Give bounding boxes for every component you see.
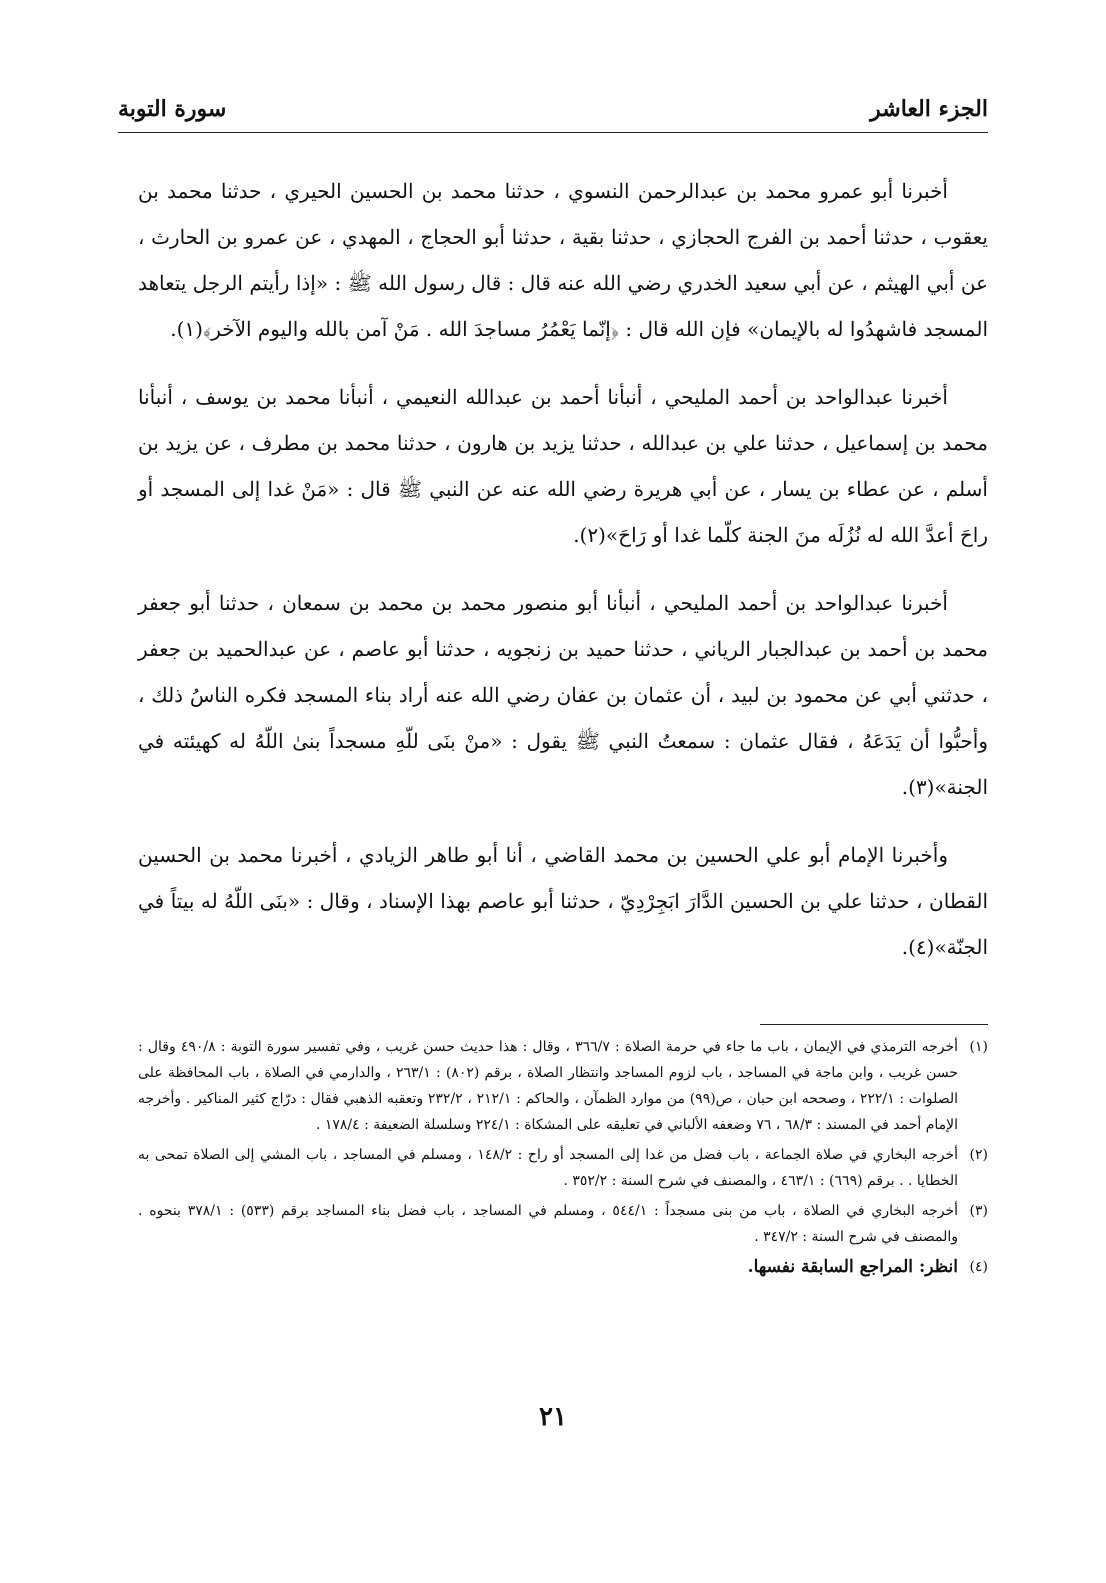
footnote-number: (١) — [969, 1039, 988, 1055]
footnote-text: أخرجه البخاري في صلاة الجماعة ، باب فضل من غدا إلى المسجد أو راح : ١٤٨/٢ ، ومسلم في المساجد ، باب المشي إلى الصلاة تمحى به الخطايا . . برقم (٦٦٩) : ٤٦٣/١ ، والمصنف في شرح السنة : ٣٥٢/٢ . — [138, 1147, 959, 1189]
footnote-number: (٢) — [969, 1147, 988, 1163]
paragraph-2: أخبرنا عبدالواحد بن أحمد المليحي ، أنبأنا أحمد بن عبدالله النعيمي ، أنبأنا محمد بن يوسف ، أنبأنا محمد بن إسماعيل ، حدثنا علي بن عبدالله ، حدثنا يزيد بن هارون ، حدثنا محمد بن مطرف ، عن يزيد بن أسلم ، عن عطاء بن يسار ، عن أبي هريرة رضي الله عنه عن النبي ﷺ قال : «مَنْ غدا إلى المسجد أو راحَ أعدَّ الله له نُزُلَه منَ الجنة كلّما غدا أو رَاحَ»(٢). — [138, 385, 988, 547]
paragraph-1: أخبرنا أبو عمرو محمد بن عبدالرحمن النسوي ، حدثنا محمد بن الحسين الحيري ، حدثنا محمد بن يعقوب ، حدثنا أحمد بن الفرج الحجازي ، حدثنا بقية ، حدثنا أبو الحجاج ، المهدي ، عن عمرو بن الحارث ، عن أبي الهيثم ، عن أبي سعيد الخدري رضي الله عنه قال : قال رسول الله ﷺ : «إذا رأيتم الرجل يتعاهد المسجد فاشهدُوا له بالإيمان» فإن الله قال : ﴿إنّما يَعْمُرُ مساجدَ الله . مَنْ آمن بالله واليوم الآخر﴾(١). — [138, 179, 988, 341]
footnote-number: (٤) — [969, 1259, 988, 1275]
running-header — [118, 92, 988, 133]
footnote-4 — [138, 1254, 988, 1281]
footnotes — [138, 1034, 988, 1285]
footnote-text: أخرجه الترمذي في الإيمان ، باب ما جاء في حرمة الصلاة : ٣٦٦/٧ ، وقال : هذا حديث حسن غريب ، وفي تفسير سورة التوبة : ٤٩٠/٨ وقال : حسن غريب ، وابن ماجة في المساجد ، باب لزوم المساجد وانتظار الصلاة ، برقم (٨٠٢) : ٢٦٣/١ ، والدارمي في الصلاة ، باب المحافظة على الصلوات : ٢٢٢/١ ، وصححه ابن حبان ، ص(٩٩) من موارد الظمآن ، والحاكم : ٢١٢/١ ، ٢٣٢/٢ وتعقبه الذهبي فقال : درّاج كثير المناكير . وأخرجه الإمام أحمد في المسند : ٦٨/٣ ، ٧٦ وضعفه الألباني في تعليقه على المشكاة : ٢٢٤/١ وسلسلة الضعيفة : ١٧٨/٤ . — [138, 1039, 958, 1133]
main-text — [138, 168, 988, 992]
surah-title: سورة التوبة — [118, 96, 227, 122]
footnote-text: انظر: المراجع السابقة نفسها. — [747, 1257, 958, 1277]
footnote-1 — [138, 1034, 988, 1138]
paragraph-3: أخبرنا عبدالواحد بن أحمد المليحي ، أنبأنا أبو منصور محمد بن محمد بن سمعان ، حدثنا أبو جعفر محمد بن أحمد بن عبدالجبار الرياني ، حدثنا حميد بن زنجويه ، حدثنا أبو عاصم ، عن عبدالحميد بن جعفر ، حدثني أبي عن محمود بن لبيد ، أن عثمان بن عفان رضي الله عنه أراد بناء المسجد فكره الناسُ ذلك ، وأحبُّوا أن يَدَعَهُ ، فقال عثمان : سمعتُ النبي ﷺ يقول : «منْ بنَى للّهِ مسجداً بنىٰ اللّهُ له كهيئته في الجنة»(٣). — [138, 591, 988, 799]
footnote-divider — [760, 1024, 988, 1025]
footnote-text: أخرجه البخاري في الصلاة ، باب من بنى مسجداً : ٥٤٤/١ ، ومسلم في المساجد ، باب فضل بناء المساجد برقم (٥٣٣) : ٣٧٨/١ بنحوه . والمصنف في شرح السنة : ٣٤٧/٢ . — [138, 1203, 959, 1245]
paragraph-4: وأخبرنا الإمام أبو علي الحسين بن محمد القاضي ، أنا أبو طاهر الزيادي ، أخبرنا محمد بن الحسين القطان ، حدثنا علي بن الحسين الدَّارَ ابَجِرْدِيّ ، حدثنا أبو عاصم بهذا الإسناد ، وقال : «بنَى اللّهُ له بيتاً في الجنّة»(٤). — [138, 843, 988, 959]
footnote-3 — [138, 1198, 988, 1250]
part-title: الجزء العاشر — [870, 96, 988, 122]
footnote-number: (٣) — [969, 1203, 988, 1219]
footnote-2 — [138, 1142, 988, 1194]
page-number: ٢١ — [539, 1402, 567, 1432]
